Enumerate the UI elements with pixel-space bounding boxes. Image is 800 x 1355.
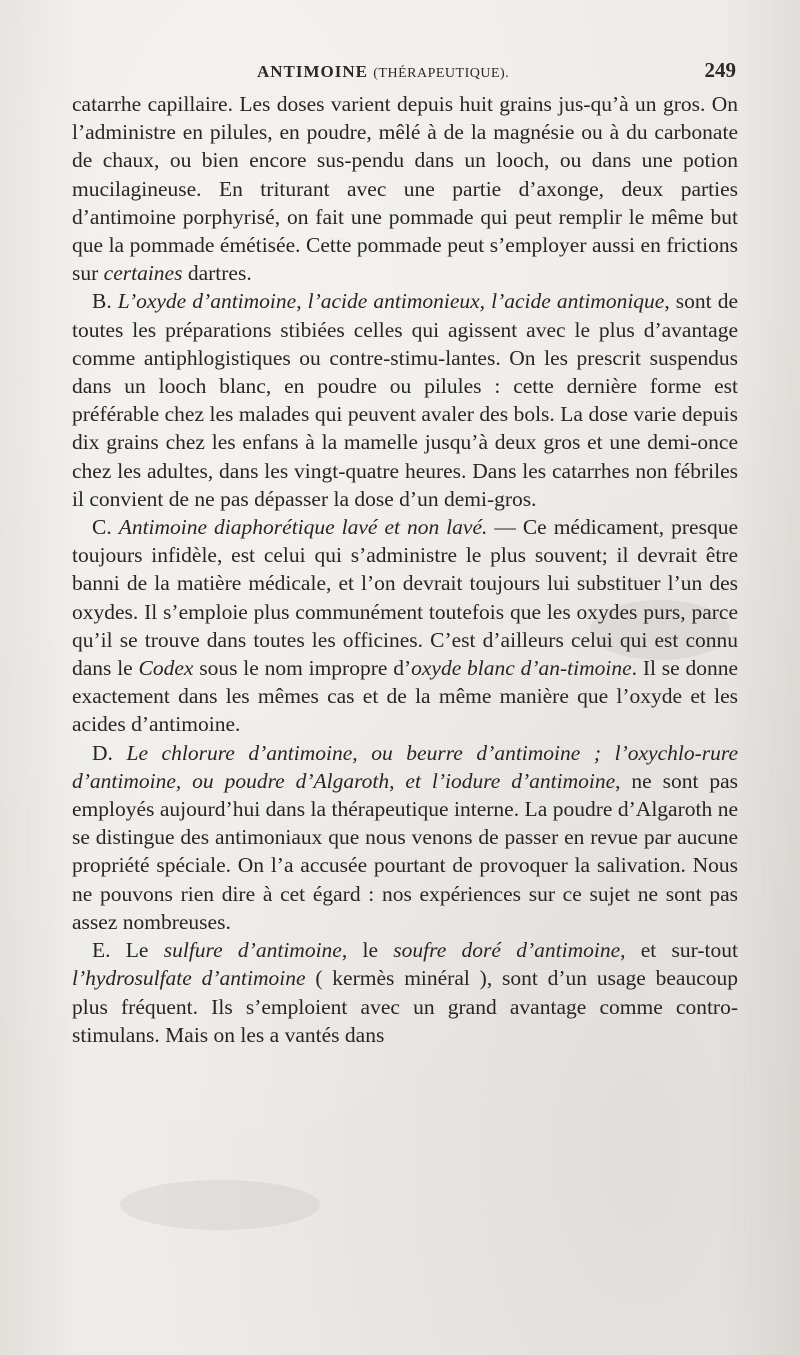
text-run: sous le nom impropre d’ [193,656,412,681]
text-run: catarrhe capillaire. Les doses varient depuis huit grains jus-qu’à un gros. On l’administre en pilules, en poudre, mêlé à de la magnésie ou à du carbonate de chaux, ou bien encore sus-pendu dans un looch, ou dans une potion mucilagineuse. En triturant avec une partie d’axonge, deux parties d’antimoine porphyrisé, on fait une pommade qui peut remplir le même but que la pommade émétisée. Cette pommade peut s’employer aussi en frictions sur [72,92,738,286]
paragraph [72,739,738,936]
text-run: , et sur-tout [620,938,739,963]
text-run: ( kermès minéral ), sont d’un usage beaucoup plus fréquent. Ils s’emploient avec un grand avantage comme contro-stimulans. Mais on les a vantés dans [72,966,738,1047]
text-run: E. Le [92,938,164,963]
paper-stain [120,1180,320,1230]
text-run: B. [92,289,118,314]
italic-text: certaines [103,261,183,286]
paragraph [72,936,738,1049]
text-run: . Il se donne exactement dans les mêmes cas et de la même manière que l’oxyde et les acides d’antimoine. [72,656,738,737]
text-run: — Ce médicament, presque toujours infidèle, est celui qui s’administre le plus souvent; il devrait être banni de la matière médicale, et l’on devrait toujours lui substituer l’un des oxydes. Il s’emploie plus communément toutefois que les oxydes purs, parce qu’il se trouve dans toutes les officines. C’est d’ailleurs celui qui est connu dans le [72,515,738,681]
running-title-main: ANTIMOINE [257,62,369,81]
running-title [257,62,509,82]
running-title-sub: (THÉRAPEUTIQUE). [373,66,510,81]
italic-text: soufre doré d’antimoine [393,938,621,963]
text-run: D. [92,740,127,765]
text-run: , le [341,938,394,963]
italic-text: Codex [138,656,194,681]
paragraph [72,90,738,287]
text-run: , sont de toutes les préparations stibiées celles qui agissent avec le plus d’avantage comme antiphlogistiques ou contre-stimu-lantes. On les prescrit suspendus dans un looch blanc, en poudre ou pilules : cette dernière forme est préférable chez les malades qui peuvent avaler des bols. La dose varie depuis dix grains chez les enfans à la mamelle jusqu’à deux gros et une demi-once chez les adultes, dans les vingt-quatre heures. Dans les catarrhes non fébriles il convient de ne pas dépasser la dose d’un demi-gros. [72,289,738,511]
italic-text: Le chlorure d’antimoine, ou beurre d’antimoine ; l’oxychlo-rure d’antimoine, ou poudre d’Algaroth, et l’iodure d’antimoine [72,740,738,793]
italic-text: L’oxyde d’antimoine, l’acide antimonieux, l’acide antimonique [117,289,665,314]
paragraph [72,513,738,739]
running-header [72,58,738,88]
text-run: dartres. [182,261,252,286]
paragraph [72,287,738,513]
italic-text: sulfure d’antimoine [163,938,342,963]
italic-text: l’hydrosulfate d’antimoine [72,966,306,991]
body-text [72,90,738,1049]
text-run: , ne sont pas employés aujourd’hui dans la thérapeutique interne. La poudre d’Algaroth ne se distingue des antimoniaux que nous venons de passer en revue par aucune propriété spéciale. On l’a accusée pourtant de provoquer la salivation. Nous ne pouvons rien dire à cet égard : nos expériences sur ce sujet ne sont pas assez nombreuses. [72,768,739,934]
italic-text: Antimoine diaphorétique lavé et non lavé. [118,515,488,540]
italic-text: oxyde blanc d’an-timoine [411,656,632,681]
text-run: C. [92,515,119,540]
page-number: 249 [704,58,736,82]
